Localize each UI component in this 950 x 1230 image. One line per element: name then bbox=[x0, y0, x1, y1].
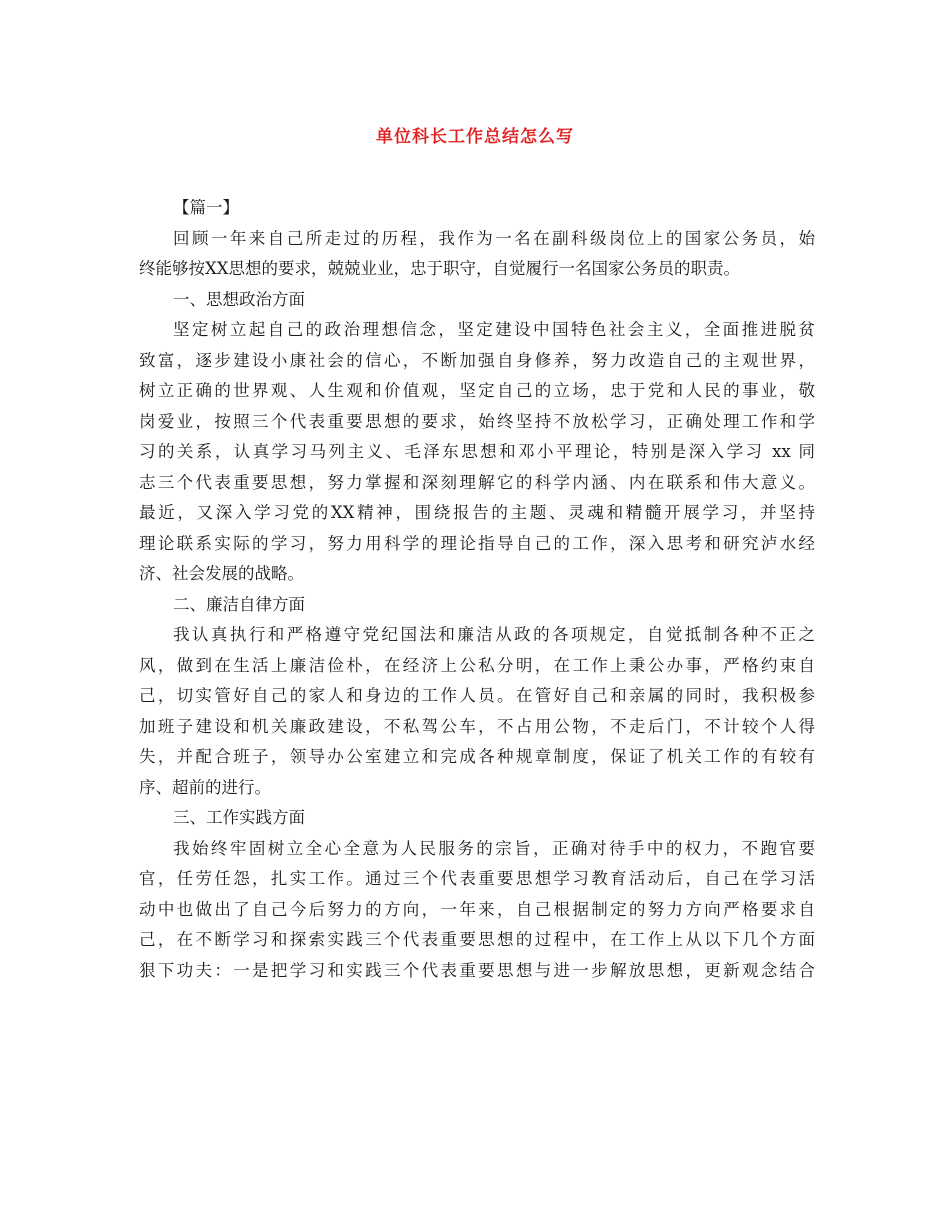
paragraph-1 bbox=[139, 315, 815, 590]
intro-line: 终能够按XX思想的要求，兢兢业业，忠于职守，自觉履行一名国家公务员的职责。 bbox=[139, 259, 740, 278]
paragraph-line: 狠下功夫：一是把学习和实践三个代表重要思想与进一步解放思想，更新观念结合 bbox=[139, 960, 815, 980]
section-heading-2: 二、廉洁自律方面 bbox=[173, 594, 305, 614]
section-heading-1: 一、思想政治方面 bbox=[173, 289, 305, 309]
intro-line: 回顾一年来自己所走过的历程，我作为一名在副科级岗位上的国家公务员，始 bbox=[173, 228, 815, 248]
paragraph-line: 序、超前的进行。 bbox=[139, 777, 271, 797]
paragraph-line: 己，切实管好自己的家人和身边的工作人员。在管好自己和亲属的同时，我积极参 bbox=[139, 686, 815, 705]
paragraph-line: 志三个代表重要思想，努力掌握和深刻理解它的科学内涵、内在联系和伟大意义。 bbox=[139, 472, 815, 492]
paragraph-line: 习的关系，认真学习马列主义、毛泽东思想和邓小平理论，特别是深入学习 xx 同 bbox=[139, 442, 815, 461]
paragraph-line: 致富，逐步建设小康社会的信心，不断加强自身修养，努力改造自己的主观世界， bbox=[139, 350, 815, 370]
paragraph-line: 济、社会发展的战略。 bbox=[139, 564, 304, 583]
paragraph-line: 理论联系实际的学习，努力用科学的理论指导自己的工作，深入思考和研究泸水经 bbox=[139, 533, 815, 553]
paragraph-line: 我始终牢固树立全心全意为人民服务的宗旨，正确对待手中的权力，不跑官要 bbox=[173, 838, 815, 858]
paragraph-line: 坚定树立起自己的政治理想信念，坚定建设中国特色社会主义，全面推进脱贫 bbox=[173, 320, 815, 339]
section-heading-3: 三、工作实践方面 bbox=[173, 808, 305, 827]
paragraph-line: 最近，又深入学习党的XX精神，围绕报告的主题、灵魂和精髓开展学习，并坚持 bbox=[139, 503, 815, 522]
paragraph-line: 我认真执行和严格遵守党纪国法和廉洁从政的各项规定，自觉抵制各种不正之 bbox=[173, 625, 815, 644]
paragraph-3 bbox=[139, 834, 815, 987]
paragraph-line: 加班子建设和机关廉政建设，不私驾公车，不占用公物，不走后门，不计较个人得 bbox=[139, 716, 815, 736]
paragraph-line: 风，做到在生活上廉洁俭朴，在经济上公私分明，在工作上秉公办事，严格约束自 bbox=[139, 655, 815, 675]
document-body bbox=[139, 193, 815, 986]
paragraph-line: 动中也做出了自己今后努力的方向，一年来，自己根据制定的努力方向严格要求自 bbox=[139, 899, 815, 919]
intro-paragraph bbox=[139, 224, 815, 285]
paragraph-line: 岗爱业，按照三个代表重要思想的要求，始终坚持不放松学习，正确处理工作和学 bbox=[139, 411, 815, 431]
paragraph-line: 树立正确的世界观、人生观和价值观，坚定自己的立场，忠于党和人民的事业，敬 bbox=[139, 381, 815, 400]
paragraph-line: 己，在不断学习和探索实践三个代表重要思想的过程中，在工作上从以下几个方面 bbox=[139, 930, 815, 949]
document-title: 单位科长工作总结怎么写 bbox=[376, 127, 574, 147]
paragraph-line: 失，并配合班子，领导办公室建立和完成各种规章制度，保证了机关工作的有较有 bbox=[139, 747, 815, 766]
section-tag: 【篇一】 bbox=[173, 198, 239, 217]
paragraph-2 bbox=[139, 620, 815, 803]
paragraph-line: 官，任劳任怨，扎实工作。通过三个代表重要思想学习教育活动后，自己在学习活 bbox=[139, 869, 815, 888]
